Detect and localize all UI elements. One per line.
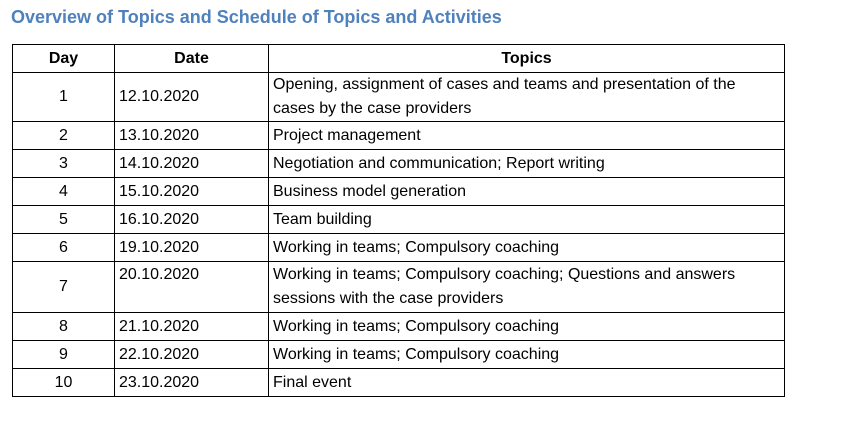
- table-header-row: [13, 45, 785, 73]
- date-cell: 22.10.2020: [115, 341, 269, 369]
- date-cell: 16.10.2020: [115, 206, 269, 234]
- topic-cell: Business model generation: [269, 178, 785, 206]
- topic-cell: Final event: [269, 369, 785, 397]
- day-cell: 7: [13, 262, 115, 313]
- column-header-topics: Topics: [269, 45, 785, 73]
- day-cell: 1: [13, 73, 115, 122]
- document-title: Overview of Topics and Schedule of Topics and Activities: [11, 7, 502, 27]
- table-row: [13, 206, 785, 234]
- date-cell: 21.10.2020: [115, 313, 269, 341]
- topic-cell: Project management: [269, 122, 785, 150]
- date-cell: 23.10.2020: [115, 369, 269, 397]
- table-row: [13, 313, 785, 341]
- schedule-table: [12, 44, 785, 397]
- table-row: [13, 369, 785, 397]
- day-cell: 4: [13, 178, 115, 206]
- date-cell: 20.10.2020: [115, 262, 269, 313]
- day-cell: 10: [13, 369, 115, 397]
- day-cell: 6: [13, 234, 115, 262]
- date-cell: 12.10.2020: [115, 73, 269, 122]
- table-row: [13, 150, 785, 178]
- day-cell: 3: [13, 150, 115, 178]
- topic-cell: Working in teams; Compulsory coaching: [269, 313, 785, 341]
- day-cell: 2: [13, 122, 115, 150]
- table-row: [13, 341, 785, 369]
- topic-cell: Working in teams; Compulsory coaching: [269, 234, 785, 262]
- topic-cell: Opening, assignment of cases and teams and presentation of the cases by the case providers: [269, 73, 785, 122]
- day-cell: 5: [13, 206, 115, 234]
- day-cell: 8: [13, 313, 115, 341]
- date-cell: 13.10.2020: [115, 122, 269, 150]
- date-cell: 15.10.2020: [115, 178, 269, 206]
- topic-cell: Team building: [269, 206, 785, 234]
- topic-cell: Negotiation and communication; Report writing: [269, 150, 785, 178]
- day-cell: 9: [13, 341, 115, 369]
- topic-cell: Working in teams; Compulsory coaching: [269, 341, 785, 369]
- table-row: [13, 73, 785, 122]
- topic-cell: Working in teams; Compulsory coaching; Questions and answers sessions with the case providers: [269, 262, 785, 313]
- column-header-date: Date: [115, 45, 269, 73]
- date-cell: 14.10.2020: [115, 150, 269, 178]
- date-cell: 19.10.2020: [115, 234, 269, 262]
- table-row: [13, 178, 785, 206]
- table-row: [13, 262, 785, 313]
- column-header-day: Day: [13, 45, 115, 73]
- table-row: [13, 234, 785, 262]
- table-row: [13, 122, 785, 150]
